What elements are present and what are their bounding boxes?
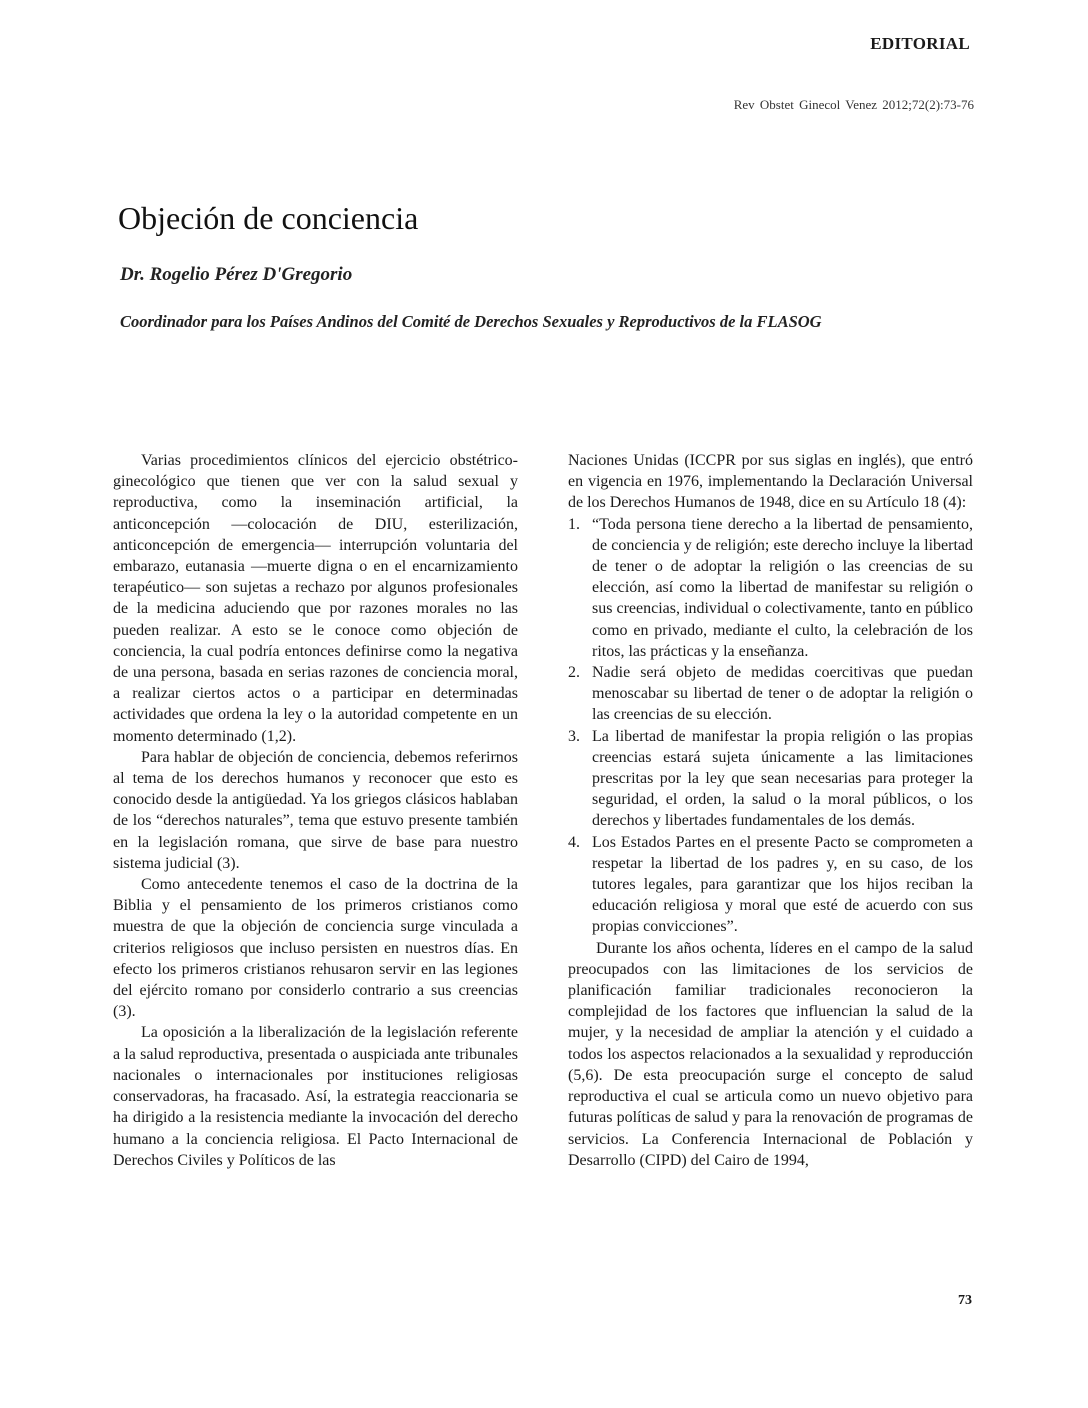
article-title: Objeción de conciencia (118, 200, 419, 236)
list-item-text: “Toda persona tiene derecho a la libertad de pensamiento, de conciencia y de religión; este derecho incluye la libertad de tener o de adoptar la religión o las creencias de su elección, así como la libertad de manifestar su religión o sus creencias, individual o colectivamente, tanto en público como en privado, mediante el culto, la celebración de los ritos, las prácticas y la enseñanza. (592, 515, 973, 660)
author-affiliation: Coordinador para los Países Andinos del Comité de Derechos Sexuales y Reproductivos de la FLASOG (120, 312, 822, 331)
list-item (568, 832, 973, 938)
list-item-text: La libertad de manifestar la propia religión o las propias creencias estará sujeta únicamente a las limitaciones prescritas por la ley que sean necesarias para proteger la seguridad, el orden, la salud o la moral públicos, o los derechos y libertades fundamentales de los demás. (592, 727, 973, 830)
body-paragraph: Varias procedimientos clínicos del ejercicio obstétrico-ginecológico que tienen que ver con la salud sexual y reproductiva, como la inseminación artificial, la anticoncepción —colocación de DIU, esterilización, anticoncepción de emergencia— interrupción voluntaria del embarazo, eutanasia —muerte digna o en el encarnizamiento terapéutico— son sujetas a rechazo por algunos profesionales de la medicina aduciendo que por razones morales no las pueden realizar. A esto se le conoce como objeción de conciencia, la cual podría entonces definirse como la negativa de una persona, basada en serias razones de conciencia moral, a realizar ciertos actos o a participar en determinadas actividades que ordena la ley o la autoridad competente en un momento determinado (1,2). (113, 452, 518, 745)
list-item (568, 726, 973, 832)
section-label: EDITORIAL (870, 34, 970, 53)
right-column (568, 450, 973, 1171)
list-item (568, 514, 973, 662)
body-paragraph: La oposición a la liberalización de la legislación referente a la salud reproductiva, presentada o auspiciada ante tribunales nacionales o internacionales por instituciones religiosas conservadoras, ha fracasado. Así, la estrategia reaccionaria se ha dirigido a la resistencia mediante la invocación del derecho humano a la conciencia religiosa. El Pacto Internacional de Derechos Civiles y Políticos de las (113, 1024, 518, 1169)
list-item-number: 2. (568, 664, 580, 682)
body-paragraph: Naciones Unidas (ICCPR por sus siglas en inglés), que entró en vigencia en 1976, implementando la Declaración Universal de los Derechos Humanos de 1948, dice en su Artículo 18 (4): (568, 452, 973, 512)
article-18-list (568, 514, 973, 938)
page-number: 73 (958, 1293, 972, 1308)
list-item-text: Los Estados Partes en el presente Pacto se comprometen a respetar la libertad de los padres y, en su caso, de los tutores legales, para garantizar que los hijos reciban la educación religiosa y moral que esté de acuerdo con sus propias convicciones”. (592, 833, 973, 936)
left-column (113, 450, 518, 1171)
list-item-number: 3. (568, 727, 580, 745)
body-paragraph: Para hablar de objeción de conciencia, debemos referirnos al tema de los derechos humanos y reconocer que esto es conocido desde la antigüedad. Ya los griegos clásicos hablaban de los “derechos naturales”, tema que estuvo presente también en la legislación romana, que sirve de base para nuestro sistema judicial (3). (113, 748, 518, 872)
list-item-number: 1. (568, 515, 580, 533)
list-item (568, 662, 973, 726)
body-paragraph: Durante los años ochenta, líderes en el campo de la salud preocupados con las limitaciones de los servicios de planificación familiar tradicionales reconocieron la complejidad de los factores que influencian la salud de la mujer, y la necesidad de ampliar la atención y el cuidado a todos los aspectos relacionados a la sexualidad y reproducción (5,6). De esta preocupación surge el concepto de salud reproductiva el cual se articula como un nuevo objetivo para futuras políticas de salud y para la renovación de programas de servicios. La Conferencia Internacional de Población y Desarrollo (CIPD) del Cairo de 1994, (568, 939, 973, 1169)
list-item-text: Nadie será objeto de medidas coercitivas que puedan menoscabar su libertad de tener o de adoptar la religión o las creencias de su elección. (592, 664, 973, 724)
article-author: Dr. Rogelio Pérez D'Gregorio (120, 264, 353, 285)
body-paragraph: Como antecedente tenemos el caso de la doctrina de la Biblia y el pensamiento de los primeros cristianos como muestra de que la objeción de conciencia surge vinculada a criterios religiosos que incluso persisten en nuestros días. En efecto los primeros cristianos rehusaron servir en las legiones del ejército romano por considerlo contrario a sus creencias (3). (113, 876, 518, 1021)
journal-citation: Rev Obstet Ginecol Venez 2012;72(2):73-76 (733, 97, 974, 112)
list-item-number: 4. (568, 833, 580, 851)
